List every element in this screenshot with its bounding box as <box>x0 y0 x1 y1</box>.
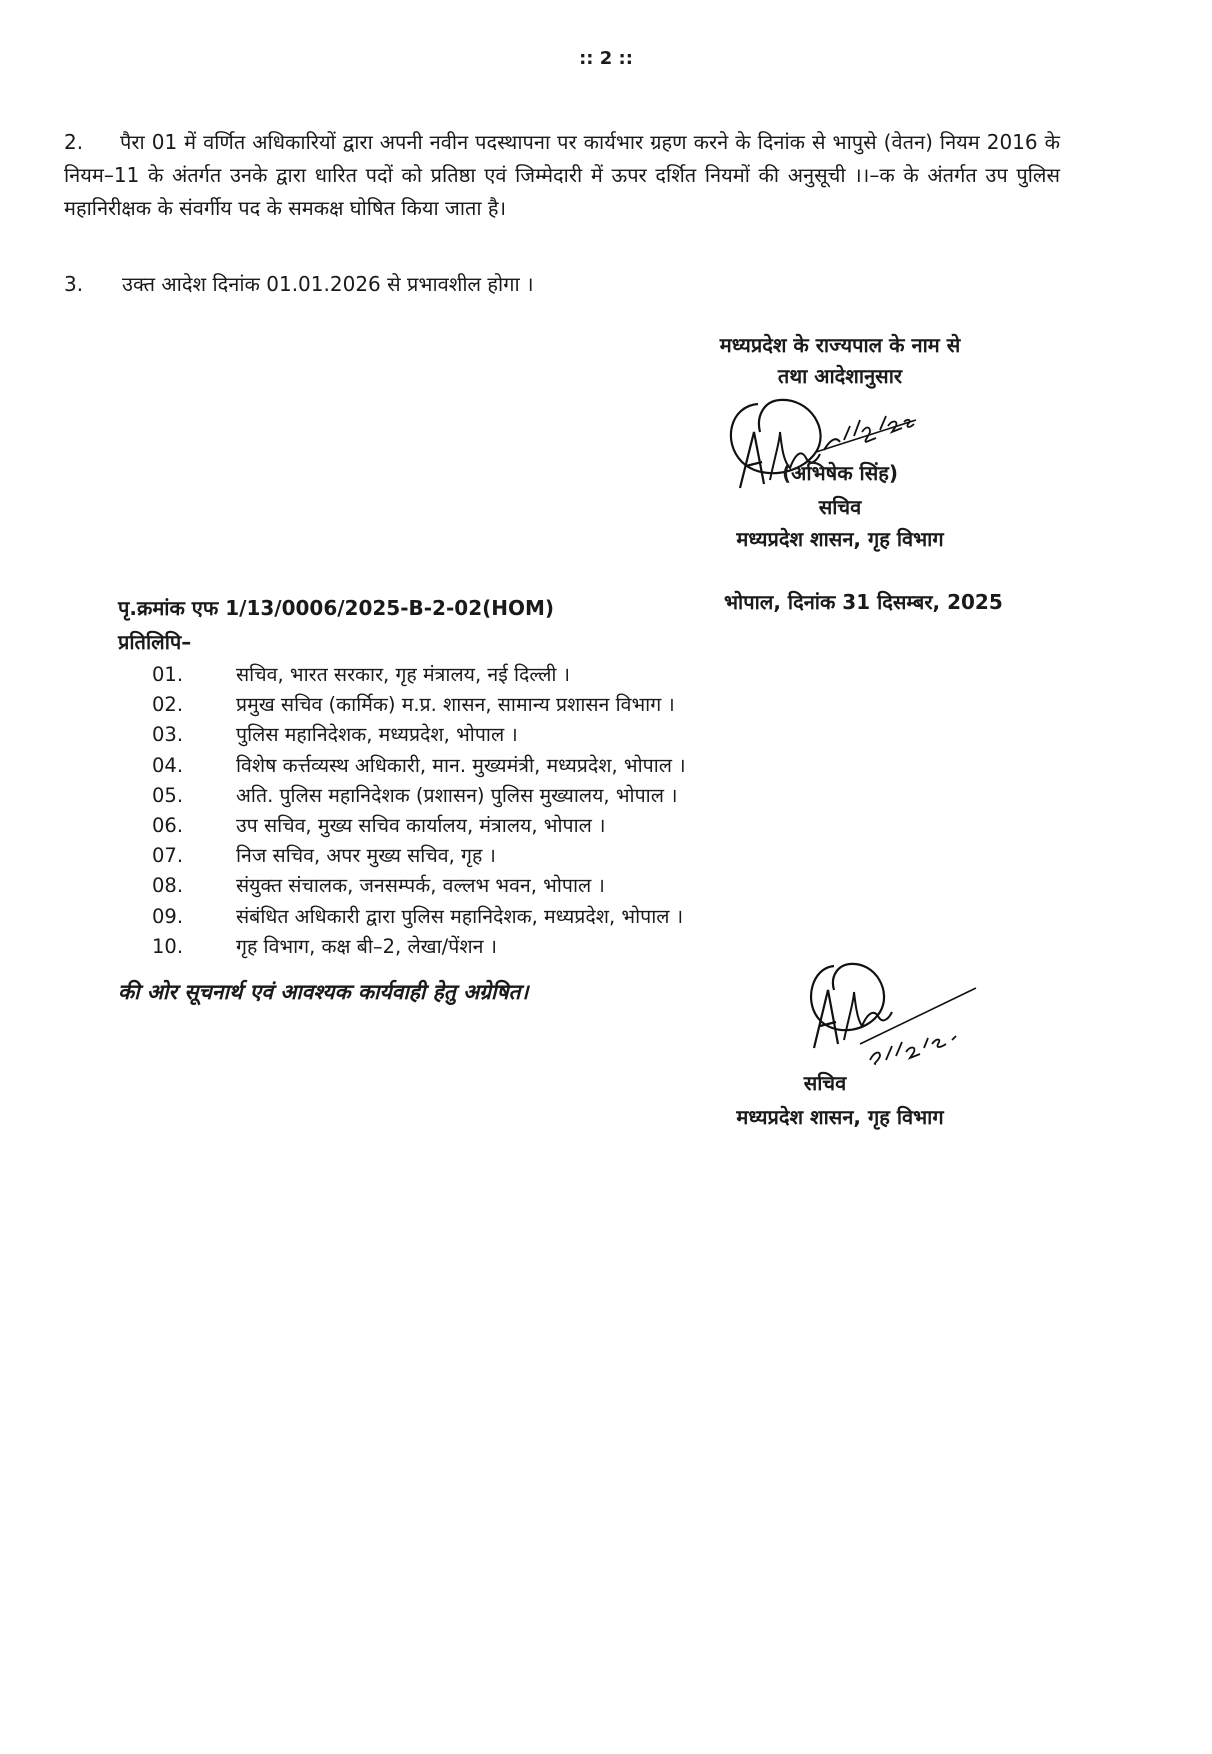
authority-line-1: मध्यप्रदेश के राज्यपाल के नाम से <box>719 333 961 357</box>
paragraph-text: पैरा 01 में वर्णित अधिकारियों द्वारा अपनी नवीन पदस्थापना पर कार्यभार ग्रहण करने के दिनांक से भापुसे (वेतन) नियम 2016 के नियम–11 के अंतर्गत उनके द्वारा धारित पदों को प्रतिष्ठा एवं जिम्मेदारी में ऊपर दर्शित नियमों की अनुसूची ।।–क के अंतर्गत उप पुलिस महानिरीक्षक के संवर्गीय पद के समकक्ष घोषित किया जाता है। <box>64 130 1060 220</box>
paragraph-number: 2. <box>64 130 84 154</box>
list-item: 02. प्रमुख सचिव (कार्मिक) म.प्र. शासन, सामान्य प्रशासन विभाग । <box>152 693 675 717</box>
paragraph-number: 3. <box>64 272 84 296</box>
endorsement-designation: सचिव <box>803 1071 847 1095</box>
authority-line-2: तथा आदेशानुसार <box>777 364 903 388</box>
authority-line-block <box>650 330 1030 392</box>
copy-label: प्रतिलिपि– <box>118 630 192 654</box>
list-item: 04. विशेष कर्त्तव्यस्थ अधिकारी, मान. मुख्यमंत्री, मध्यप्रदेश, भोपाल । <box>152 753 686 777</box>
list-item: 03. पुलिस महानिदेशक, मध्यप्रदेश, भोपाल । <box>152 723 518 747</box>
page-number: :: 2 :: <box>579 48 633 69</box>
list-item: 05. अति. पुलिस महानिदेशक (प्रशासन) पुलिस मुख्यालय, भोपाल । <box>152 783 678 807</box>
signatory-designation: सचिव <box>818 495 862 519</box>
signature-image <box>800 956 980 1066</box>
forwarded-note: की ओर सूचनार्थ एवं आवश्यक कार्यवाही हेतु अग्रेषित। <box>118 980 529 1004</box>
paragraph-2 <box>64 126 1060 225</box>
list-item: 01. सचिव, भारत सरकार, गृह मंत्रालय, नई दिल्ली । <box>152 663 571 686</box>
authority-signature-block <box>760 456 920 524</box>
paragraph-text: उक्त आदेश दिनांक 01.01.2026 से प्रभावशील होगा । <box>122 272 534 296</box>
signatory-name: (अभिषेक सिंह) <box>781 461 898 485</box>
list-item: 06. उप सचिव, मुख्य सचिव कार्यालय, मंत्रालय, भोपाल । <box>152 813 606 837</box>
list-item: 10. गृह विभाग, कक्ष बी–2, लेखा/पेंशन । <box>152 934 497 958</box>
paragraph-3 <box>64 268 1060 301</box>
reference-number: पृ.क्रमांक एफ 1/13/0006/2025-B-2-02(HOM) <box>118 596 555 620</box>
recipient-list <box>152 660 686 962</box>
endorsement-department: मध्यप्रदेश शासन, गृह विभाग <box>736 1105 944 1129</box>
issue-date: भोपाल, दिनांक 31 दिसम्बर, 2025 <box>724 590 1003 614</box>
authority-department: मध्यप्रदेश शासन, गृह विभाग <box>736 527 944 551</box>
list-item: 07. निज सचिव, अपर मुख्य सचिव, गृह । <box>152 844 496 868</box>
list-item: 08. संयुक्त संचालक, जनसम्पर्क, वल्लभ भवन, भोपाल । <box>152 874 605 898</box>
list-item: 09. संबंधित अधिकारी द्वारा पुलिस महानिदेशक, मध्यप्रदेश, भोपाल । <box>152 904 684 928</box>
